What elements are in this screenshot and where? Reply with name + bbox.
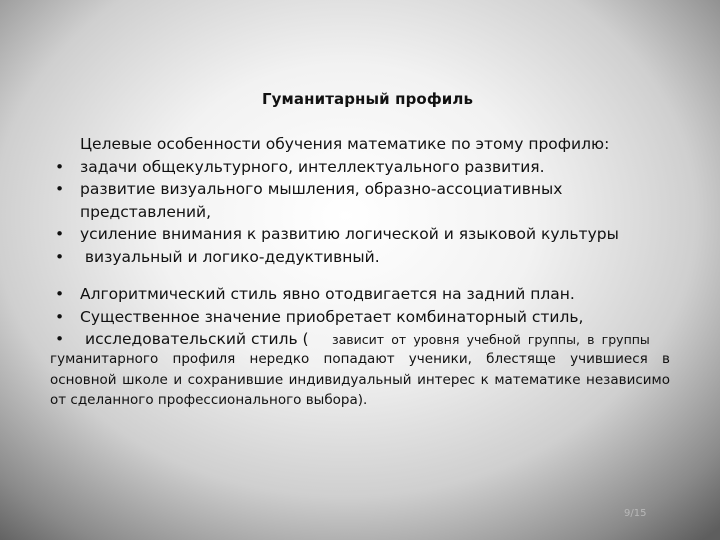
- list-item-text: Алгоритмический стиль явно отодвигается на задний план.: [80, 285, 575, 303]
- list-item: [50, 306, 680, 329]
- list-item-text: представлений,: [80, 202, 212, 221]
- bullet-icon: •: [55, 157, 65, 176]
- goals-list: [50, 133, 680, 268]
- research-style-paragraph: гуманитарного профиля нередко попадают ученики, блестяще учившиеся в основной школе и сохранившие индивидуальный интерес к математике независимо от сделанного профессионального выбора).: [50, 351, 670, 408]
- list-item: [50, 178, 680, 201]
- styles-list: [50, 283, 680, 328]
- list-item: [50, 283, 680, 306]
- list-item: [50, 223, 680, 246]
- intro-line: [50, 133, 680, 156]
- page-number: 9/15: [624, 508, 647, 519]
- list-item-text: Существенное значение приобретает комбинаторный стиль,: [80, 307, 584, 326]
- list-item-text: развитие визуального мышления, образно-ассоциативных: [80, 180, 563, 198]
- research-style-lead: исследовательский стиль (: [85, 330, 309, 348]
- list-item-continuation: [50, 201, 680, 224]
- bullet-icon: •: [55, 180, 65, 198]
- slide-title: Гуманитарный профиль: [262, 90, 474, 108]
- intro-text: Целевые особенности обучения математике по этому профилю:: [80, 135, 610, 153]
- list-item-text: усиление внимания к развитию логической и языковой культуры: [80, 225, 619, 243]
- research-style-note: зависит от уровня учебной группы, в группы: [332, 332, 650, 347]
- bullet-icon: •: [55, 307, 65, 326]
- list-item: [50, 156, 680, 179]
- bullet-icon: •: [55, 247, 65, 266]
- bullet-icon: •: [55, 225, 65, 243]
- list-item-text: задачи общекультурного, интеллектуального развития.: [80, 157, 545, 176]
- list-item-text: визуальный и логико-дедуктивный.: [80, 247, 380, 266]
- bullet-icon: •: [55, 330, 65, 348]
- list-item: [50, 246, 680, 269]
- bullet-icon: •: [55, 285, 65, 303]
